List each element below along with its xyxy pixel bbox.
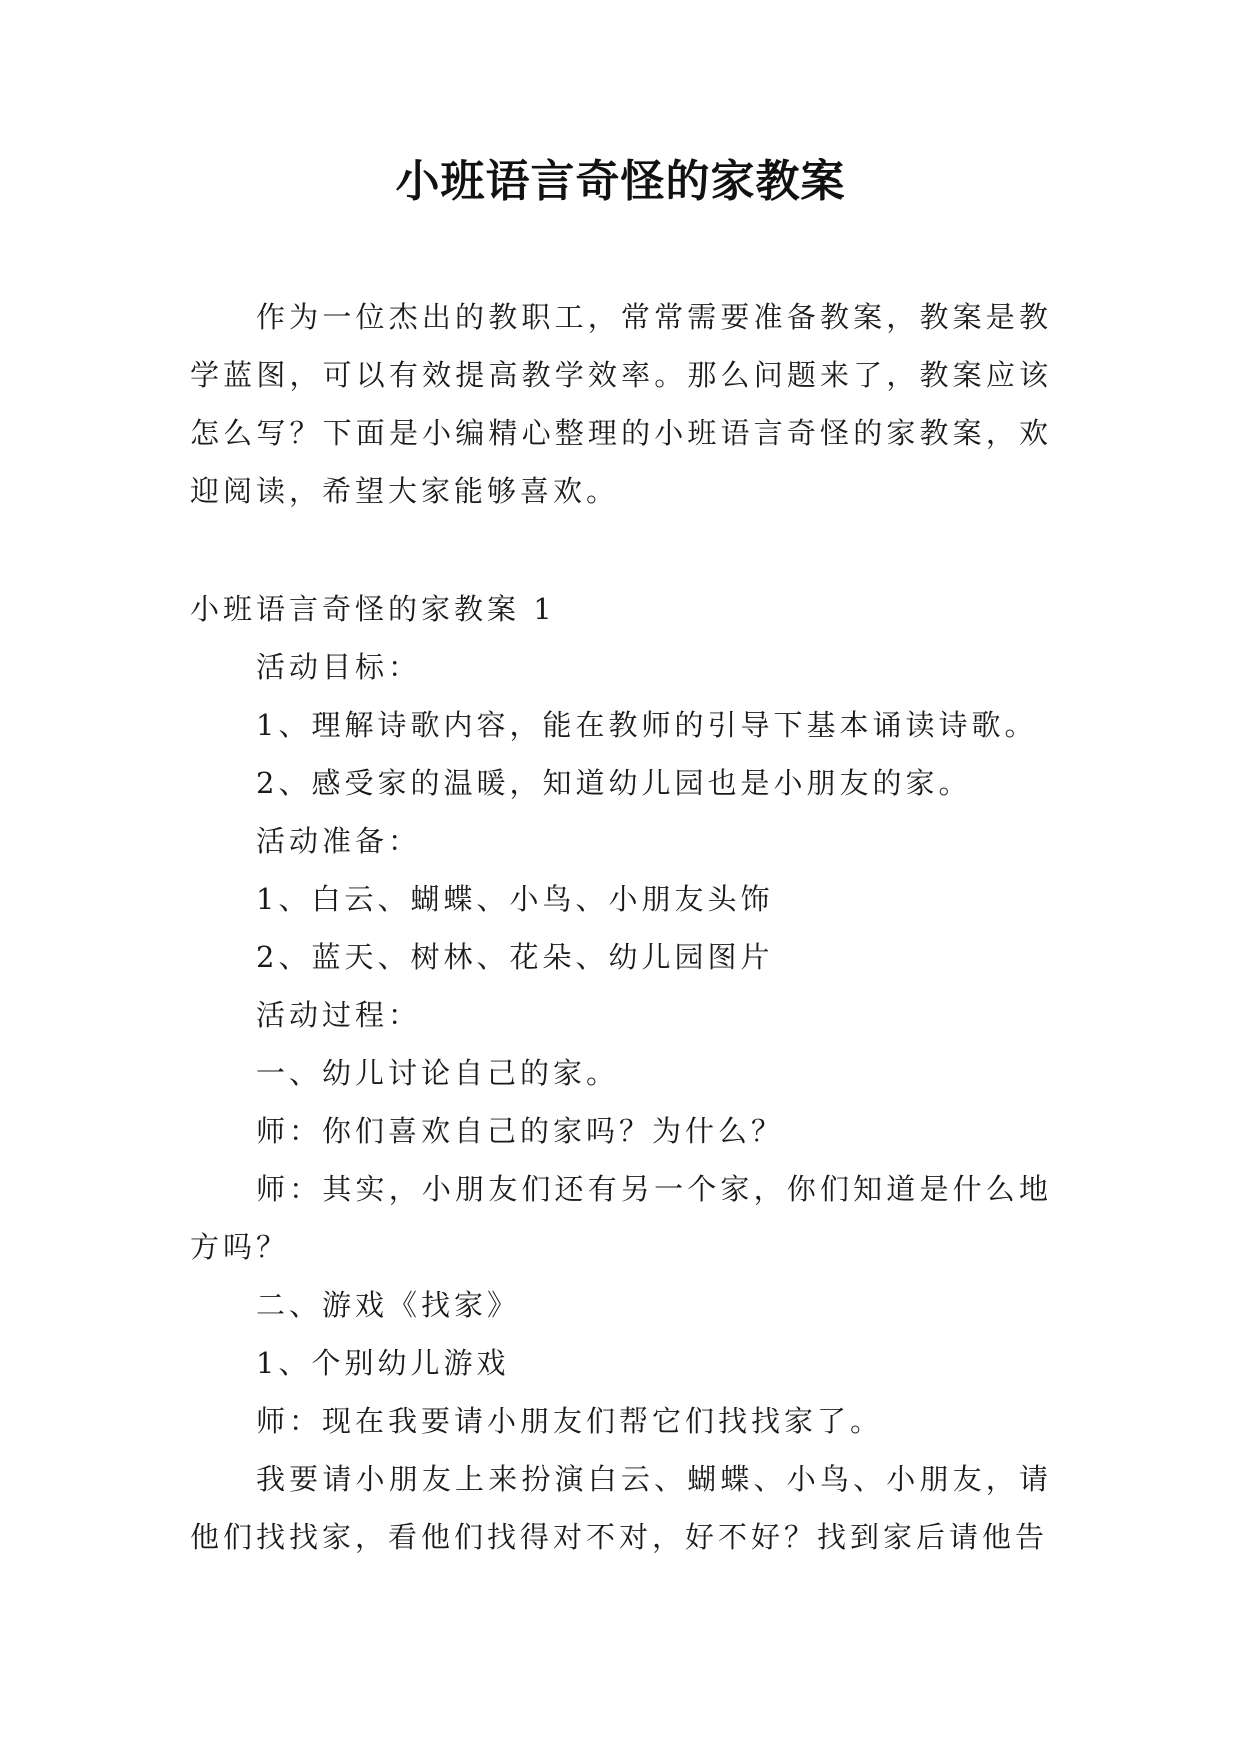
paragraph-goal-1: 1、理解诗歌内容，能在教师的引导下基本诵读诗歌。 bbox=[256, 708, 1038, 742]
intro-paragraph: 作为一位杰出的教职工，常常需要准备教案，教案是教学蓝图，可以有效提高教学效率。那么问题来了，教案应该怎么写？下面是小编精心整理的小班语言奇怪的家教案，欢迎阅读，希望大家能够喜欢。 bbox=[190, 300, 1052, 508]
lesson-plan-section bbox=[190, 580, 1052, 1566]
paragraph-teacher-question-1: 师：你们喜欢自己的家吗？为什么？ bbox=[256, 1114, 785, 1148]
paragraph-preparation-heading: 活动准备： bbox=[256, 824, 422, 858]
paragraph-activity-goals-heading: 活动目标： bbox=[256, 650, 422, 684]
section-heading: 小班语言奇怪的家教案 1 bbox=[190, 592, 556, 626]
document-title: 小班语言奇怪的家教案 bbox=[395, 156, 846, 207]
paragraph-teacher-question-2: 师：其实，小朋友们还有另一个家，你们知道是什么地方吗？ bbox=[190, 1172, 1052, 1264]
intro-block bbox=[190, 288, 1052, 520]
paragraph-process-heading: 活动过程： bbox=[256, 998, 422, 1032]
paragraph-game-description: 我要请小朋友上来扮演白云、蝴蝶、小鸟、小朋友，请他们找找家，看他们找得对不对，好不好？找到家后请他告 bbox=[190, 1462, 1052, 1554]
paragraph-step-2-1: 1、个别幼儿游戏 bbox=[256, 1346, 510, 1380]
paragraph-preparation-1: 1、白云、蝴蝶、小鸟、小朋友头饰 bbox=[256, 882, 774, 916]
paragraph-goal-2: 2、感受家的温暖，知道幼儿园也是小朋友的家。 bbox=[256, 766, 972, 800]
paragraph-step-2: 二、游戏《找家》 bbox=[256, 1288, 521, 1322]
paragraph-teacher-instruction: 师：现在我要请小朋友们帮它们找找家了。 bbox=[256, 1404, 884, 1438]
paragraph-preparation-2: 2、蓝天、树林、花朵、幼儿园图片 bbox=[256, 940, 774, 974]
paragraph-step-1: 一、幼儿讨论自己的家。 bbox=[256, 1056, 620, 1090]
